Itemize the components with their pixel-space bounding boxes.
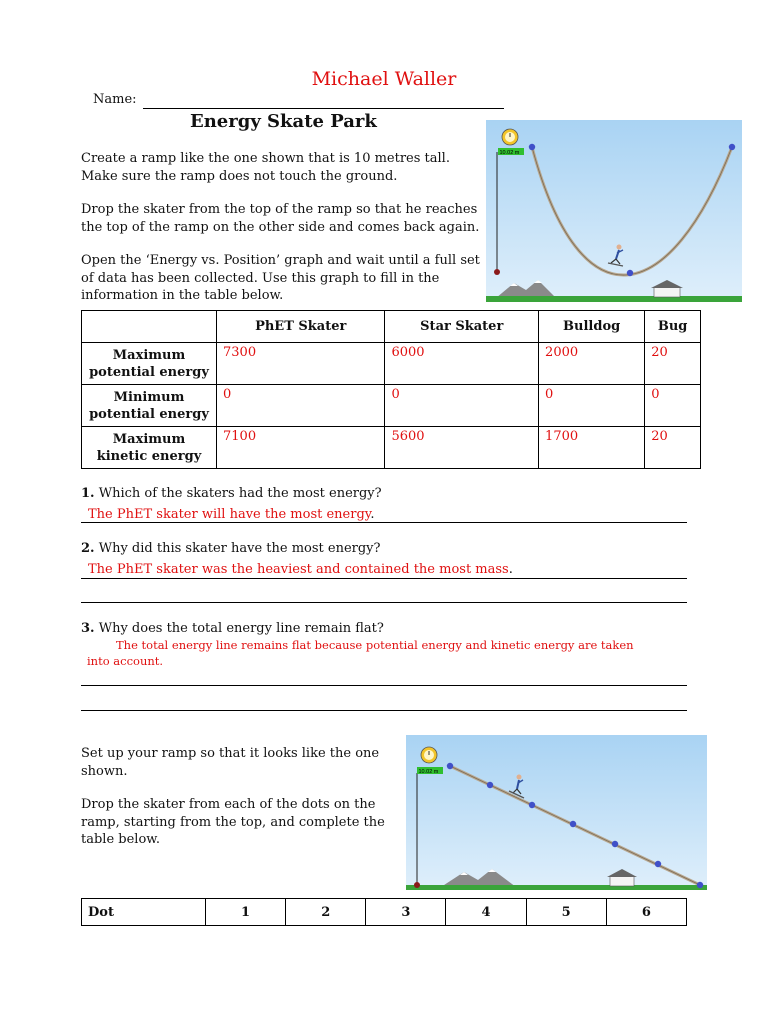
student-name: Michael Waller (311, 68, 457, 90)
table-cell[interactable]: 0 (645, 385, 701, 427)
ramp-anchor-dot (494, 269, 500, 275)
column-header: Bug (645, 311, 701, 343)
column-header: Bulldog (539, 311, 645, 343)
table-cell[interactable]: 7100 (217, 427, 385, 469)
answer-line (81, 685, 687, 686)
height-label: 10.02 m (499, 150, 520, 156)
answer-line (81, 522, 687, 523)
row-header: Maximum kinetic energy (82, 427, 217, 469)
drop-paragraph: Drop the skater from each of the dots on the ramp, starting from the top, and complete the table below. (81, 797, 385, 847)
question-1: 1. Which of the skaters had the most energy? (81, 486, 382, 501)
page-title: Energy Skate Park (190, 111, 377, 132)
answer-line (81, 602, 687, 603)
table-row (82, 899, 687, 926)
name-label: Name: (93, 92, 137, 107)
table-cell[interactable]: 7300 (217, 343, 385, 385)
dot-header: Dot (82, 899, 206, 926)
answer-2[interactable]: The PhET skater was the heaviest and contained the most mass. (88, 562, 513, 577)
table-cell[interactable]: 0 (539, 385, 645, 427)
table-cell[interactable]: 2000 (539, 343, 645, 385)
instruction-paragraph-3: Open the ‘Energy vs. Position’ graph and wait until a full set of data has been collected. Use this graph to fill in the information in the table below. (81, 253, 480, 303)
question-2: 2. Why did this skater have the most energy? (81, 541, 381, 556)
row-header: Maximum potential energy (82, 343, 217, 385)
ramp-anchor-dot (414, 882, 420, 888)
ramp-control-point (529, 802, 535, 808)
table-row (82, 427, 701, 469)
instruction-paragraph-2: Drop the skater from the top of the ramp so that he reaches the top of the ramp on the other side and comes back again. (81, 202, 480, 235)
setup-paragraph: Set up your ramp so that it looks like the one shown. (81, 746, 380, 779)
stopwatch-icon (502, 129, 518, 145)
table-cell[interactable]: 0 (217, 385, 385, 427)
energy-table-header-row (82, 311, 701, 343)
answer-1[interactable]: The PhET skater will have the most energy. (88, 507, 375, 522)
ramp-control-point (529, 144, 535, 150)
energy-table (81, 310, 701, 469)
row-header: Minimum potential energy (82, 385, 217, 427)
answer-3[interactable]: The total energy line remains flat because potential energy and kinetic energy are taken into account. (87, 638, 634, 668)
dot-number: 1 (206, 899, 286, 926)
dot-number: 5 (526, 899, 606, 926)
dot-number: 4 (446, 899, 526, 926)
answer-line (81, 710, 687, 711)
straight-ramp-simulation-image (406, 735, 707, 890)
ramp-control-point (697, 882, 703, 888)
name-line[interactable] (143, 108, 504, 109)
table-cell[interactable]: 0 (385, 385, 539, 427)
dot-number: 6 (606, 899, 686, 926)
ramp-control-point (570, 821, 576, 827)
instruction-paragraph-1: Create a ramp like the one shown that is 10 metres tall. Make sure the ramp does not touch the ground. (81, 151, 450, 184)
height-label: 10.02 m (418, 769, 439, 775)
stopwatch-icon (421, 747, 437, 763)
table-cell[interactable]: 1700 (539, 427, 645, 469)
question-3: 3. Why does the total energy line remain flat? (81, 621, 384, 636)
table-row (82, 385, 701, 427)
answer-line (81, 578, 687, 579)
u-ramp-simulation-image (486, 120, 742, 302)
dot-table (81, 898, 687, 926)
table-cell[interactable]: 5600 (385, 427, 539, 469)
column-header: PhET Skater (217, 311, 385, 343)
energy-table-corner (82, 311, 217, 343)
ramp-control-point (447, 763, 453, 769)
ramp-control-point (729, 144, 735, 150)
ramp-control-point (612, 841, 618, 847)
column-header: Star Skater (385, 311, 539, 343)
table-row (82, 343, 701, 385)
table-cell[interactable]: 20 (645, 427, 701, 469)
table-cell[interactable]: 6000 (385, 343, 539, 385)
dot-number: 2 (286, 899, 366, 926)
ramp-control-point (487, 782, 493, 788)
ramp-control-point (655, 861, 661, 867)
ramp-control-point (627, 270, 633, 276)
table-cell[interactable]: 20 (645, 343, 701, 385)
dot-number: 3 (366, 899, 446, 926)
